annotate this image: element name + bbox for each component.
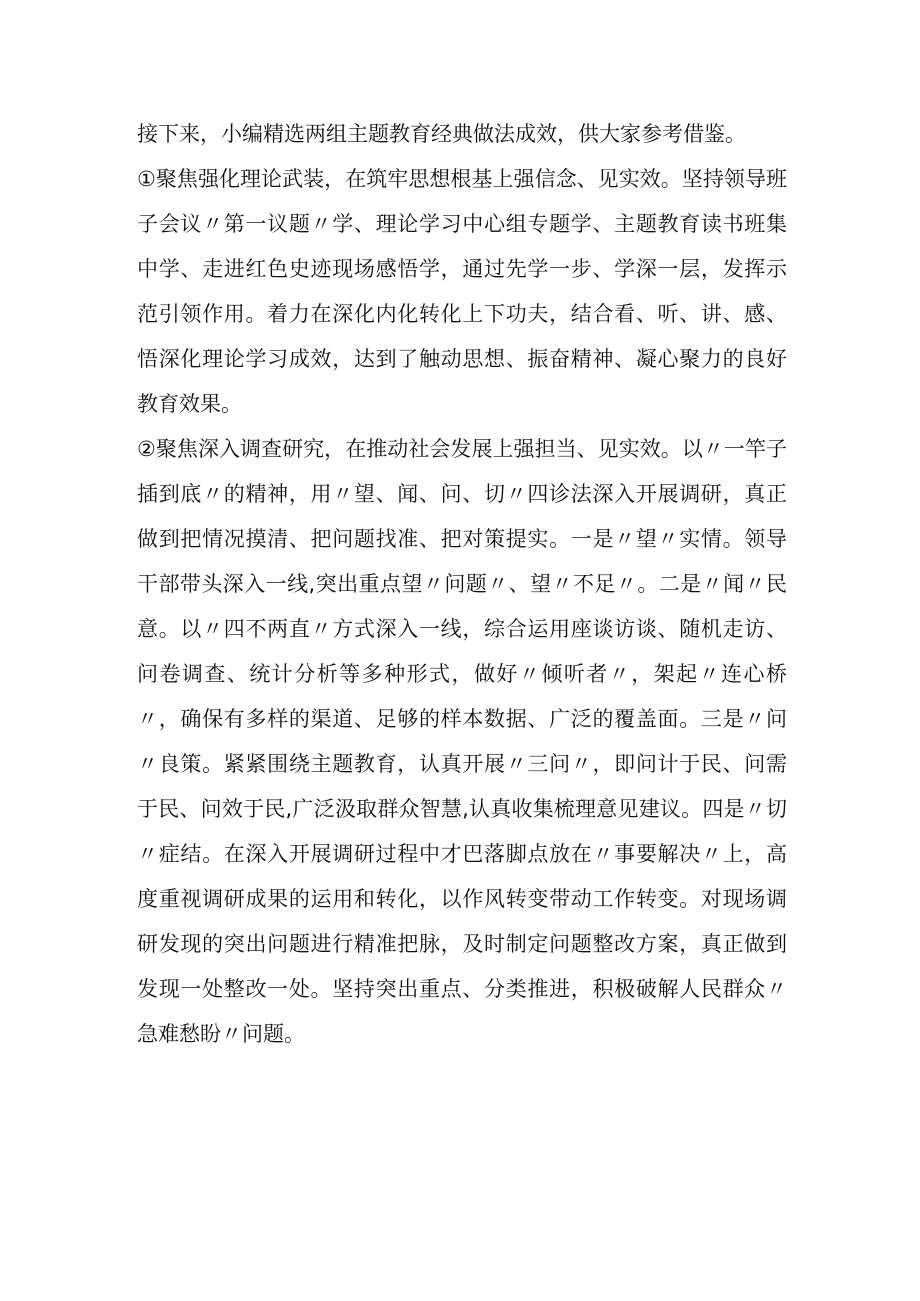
intro-paragraph: 接下来，小编精选两组主题教育经典做法成效，供大家参考借鉴。 (137, 122, 746, 146)
item-2-paragraph: ②聚焦深入调查研究，在推动社会发展上强担当、见实效。以〃一竿子插到底〃的精神，用〃望、闻、问、切〃四诊法深入开展调研，真正做到把情况摸清、把问题找准、把对策提实。一是〃望〃实情。领导干部带头深入一线,突出重点望〃问题〃、望〃不足〃。二是〃闻〃民意。以〃四不两直〃方式深入一线，综合运用座谈访谈、随机走访、问卷调查、统计分析等多种形式，做好〃倾听者〃，架起〃连心桥〃，确保有多样的渠道、足够的样本数据、广泛的覆盖面。三是〃问〃良策。紧紧围绕主题教育，认真开展〃三问〃，即问计于民、问需于民、问效于民,广泛汲取群众智慧,认真收集梳理意见建议。四是〃切〃症结。在深入开展调研过程中才巴落脚点放在〃事要解决〃上，高度重视调研成果的运用和转化，以作风转变带动工作转变。对现场调研发现的突出问题进行精准把脉，及时制定问题整改方案，真正做到发现一处整改一处。坚持突出重点、分类推进，积极破解人民群众〃急难愁盼〃问题。 (137, 437, 787, 1046)
document-body (137, 112, 787, 1057)
item-1-paragraph: ①聚焦强化理论武装，在筑牢思想根基上强信念、见实效。坚持领导班子会议〃第一议题〃学、理论学习中心组专题学、主题教育读书班集中学、走进红色史迹现场感悟学，通过先学一步、学深一层，发挥示范引领作用。着力在深化内化转化上下功夫，结合看、听、讲、感、悟深化理论学习成效，达到了触动思想、振奋精神、凝心聚力的良好教育效果。 (137, 167, 787, 416)
